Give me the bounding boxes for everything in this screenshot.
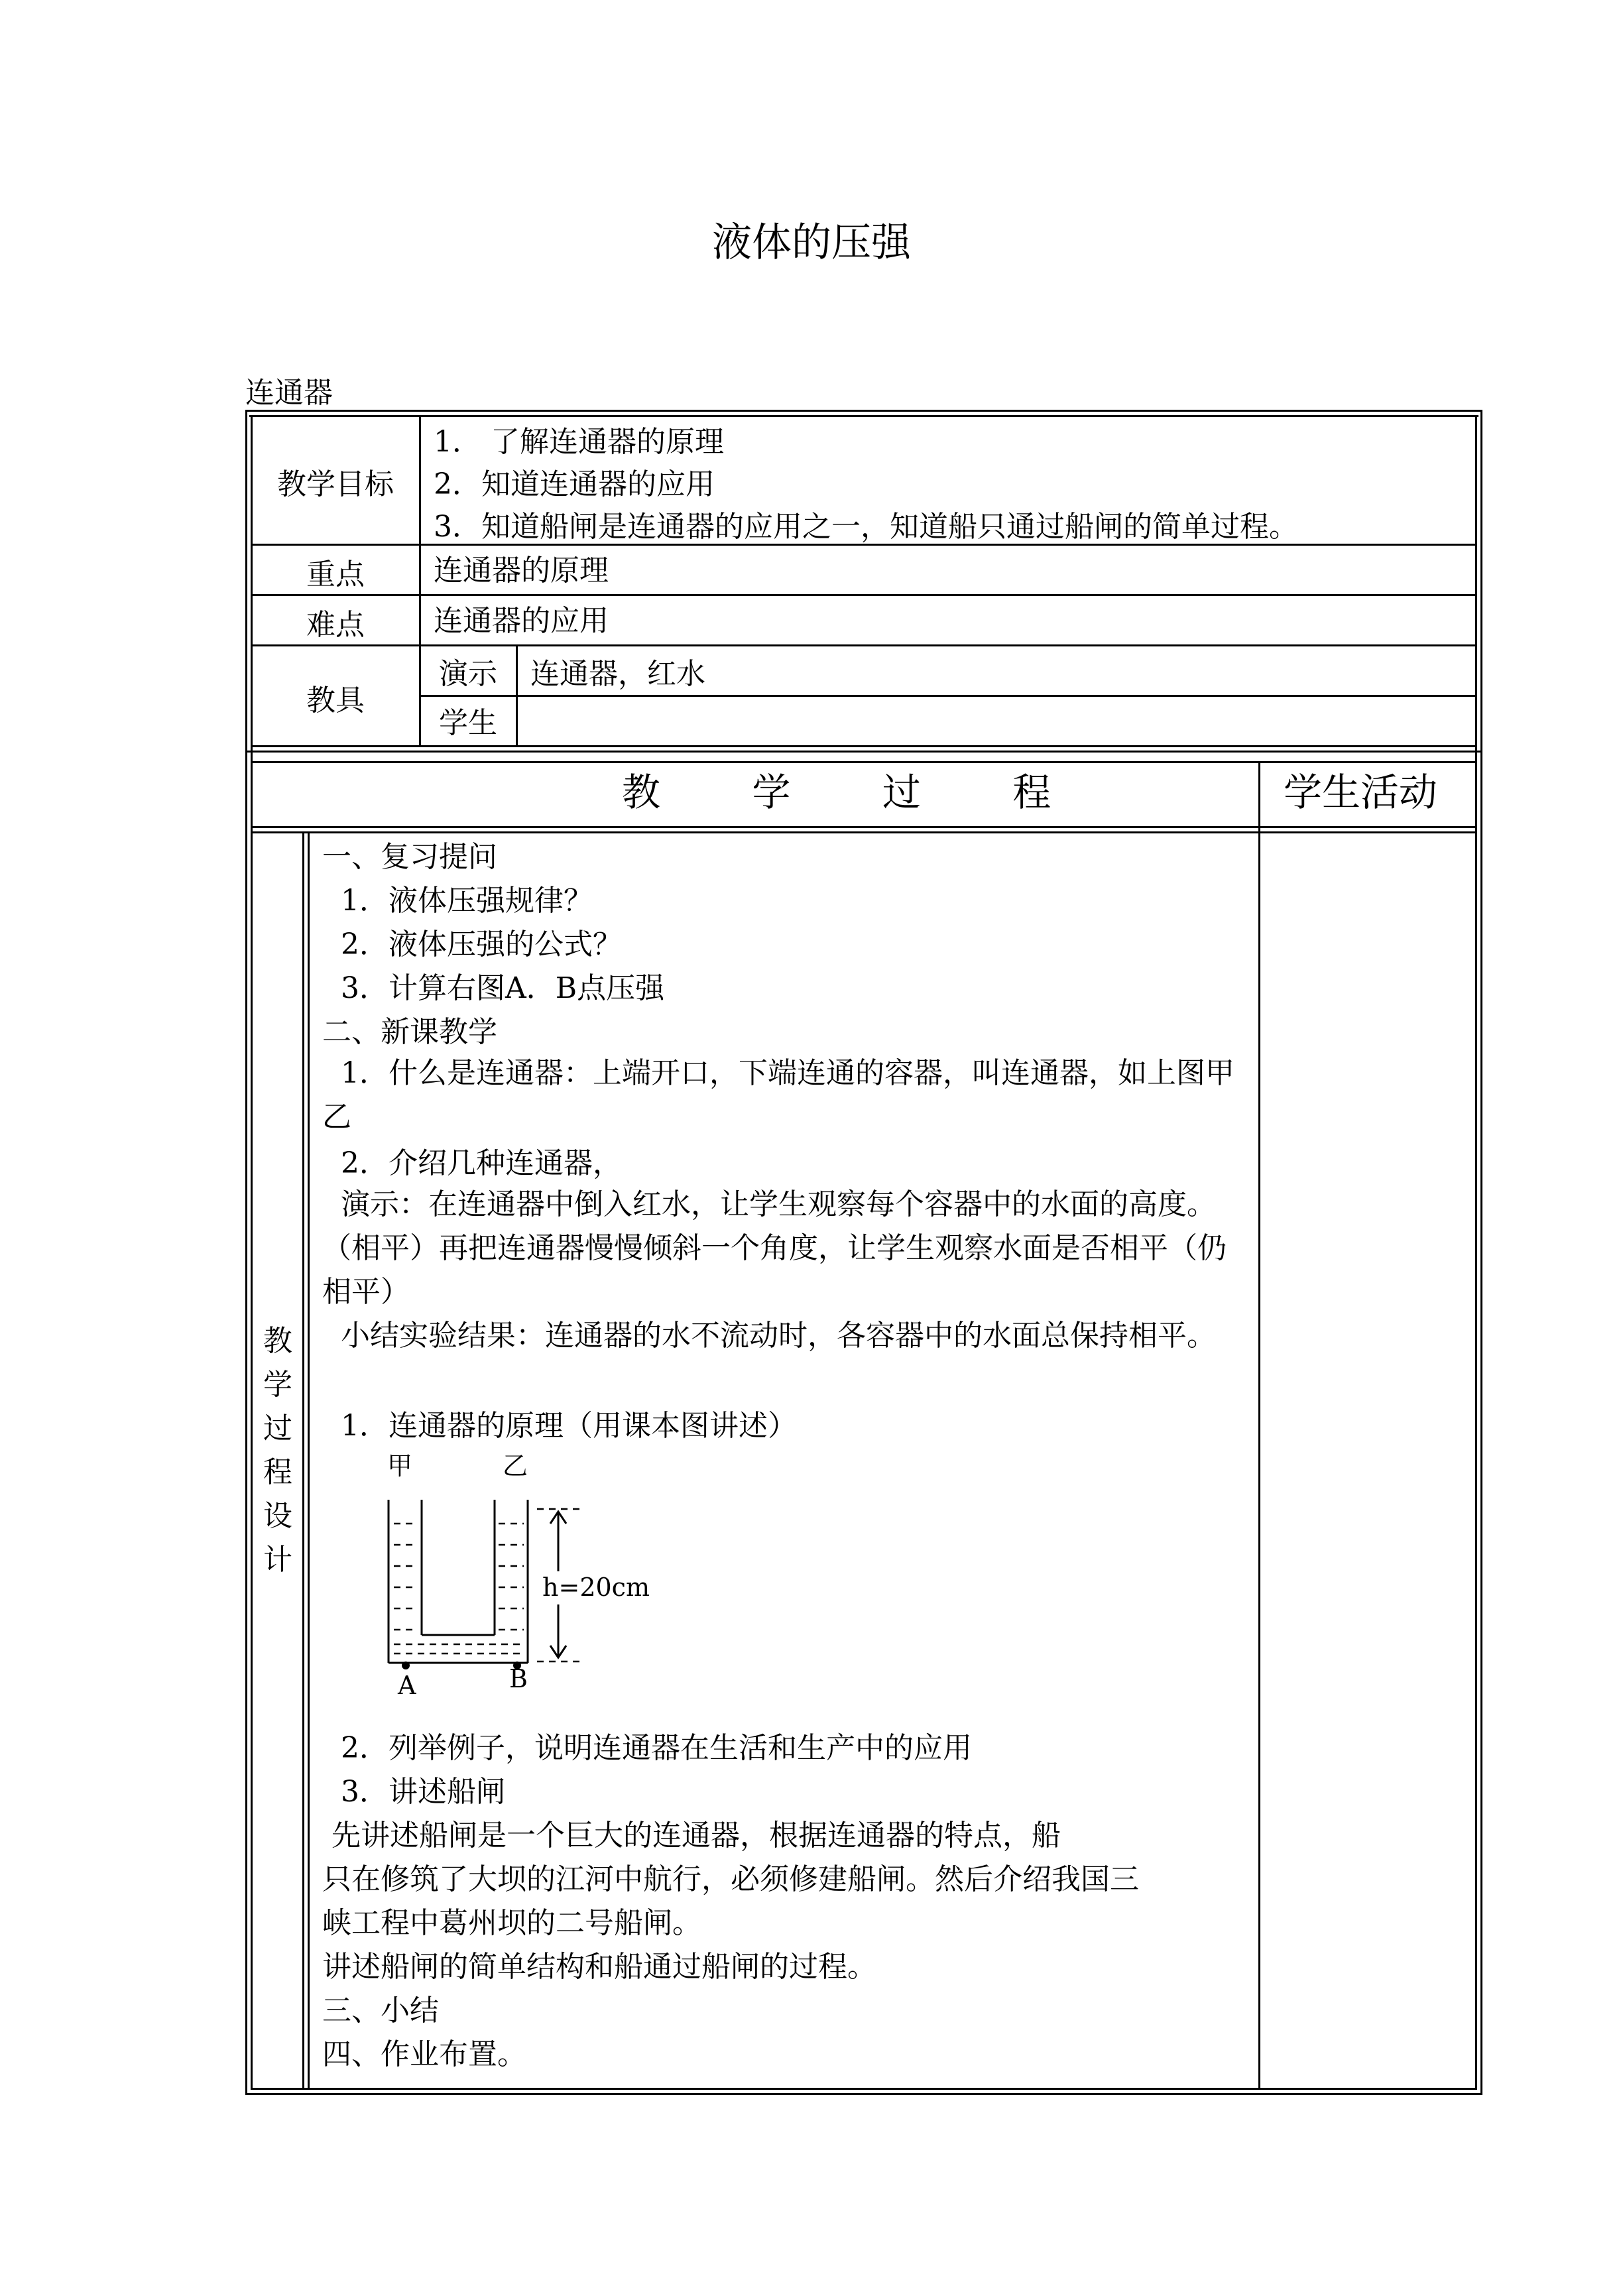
key-value: 连通器的原理: [434, 554, 609, 587]
content-line: 一、复习提问: [322, 840, 497, 874]
content-line: 四、作业布置。: [322, 2037, 526, 2071]
vessel-label-right: 乙: [503, 1451, 528, 1480]
content-paragraph: 1．什么是连通器：上端开口，下端连通的容器，叫连通器，如上图甲乙: [322, 1056, 1234, 1134]
point-a-label: A: [398, 1671, 416, 1700]
side-label-char: 教: [263, 1324, 292, 1358]
objective-item: 3．知道船闸是连通器的应用之一，知道船只通过船闸的简单过程。: [434, 510, 1298, 544]
content-line: 3．计算右图A．B点压强: [322, 971, 665, 1005]
connected-vessel-figure: [371, 1445, 676, 1711]
content-line: 只在修筑了大坝的江河中航行，必须修建船闸。然后介绍我国三: [322, 1862, 1139, 1896]
side-label-char: 程: [263, 1455, 292, 1489]
point-b-label: B: [509, 1664, 528, 1693]
objective-item: 2．知道连通器的应用: [434, 467, 715, 501]
content-line: 1．连通器的原理（用课本图讲述）: [322, 1409, 797, 1443]
objectives-label: 教学目标: [277, 467, 394, 501]
student-label: 学生: [439, 706, 497, 740]
section-subtitle: 连通器: [245, 376, 333, 410]
demo-label: 演示: [439, 657, 497, 691]
content-line: 三、小结: [322, 1994, 439, 2027]
height-label: h=20cm: [542, 1573, 650, 1602]
vessel-label-left: 甲: [387, 1451, 413, 1480]
side-label-char: 过: [263, 1412, 292, 1445]
key-label: 重点: [306, 558, 365, 591]
side-label: [253, 1319, 302, 1582]
tools-label: 教具: [306, 684, 365, 717]
side-label-char: 设: [263, 1499, 292, 1533]
objective-item: 1． 了解连通器的原理: [434, 425, 724, 459]
difficulty-value: 连通器的应用: [434, 604, 609, 638]
content-line: 讲述船闸的简单结构和船通过船闸的过程。: [322, 1950, 876, 1984]
page-title: 液体的压强: [712, 219, 911, 266]
content-paragraph: 小结实验结果：连通器的水不流动时，各容器中的水面总保持相平。: [322, 1319, 1216, 1353]
content-line: 1．液体压强规律？: [322, 884, 593, 918]
demo-value: 连通器，红水: [530, 657, 705, 691]
difficulty-label: 难点: [306, 608, 365, 642]
content-line: 3．讲述船闸: [322, 1775, 505, 1809]
content-line: 2．液体压强的公式？: [322, 928, 622, 961]
activity-header: 学生活动: [1284, 770, 1438, 815]
content-line: 2．列举例子，说明连通器在生活和生产中的应用: [322, 1731, 972, 1765]
process-header: 教 学 过 程: [622, 770, 1091, 815]
content-line: 2．介绍几种连通器，: [322, 1146, 622, 1180]
content-line: 先讲述船闸是一个巨大的连通器，根据连通器的特点，船: [322, 1819, 1061, 1852]
content-line: 峡工程中葛州坝的二号船闸。: [322, 1906, 701, 1940]
content-line: 二、新课教学: [322, 1015, 497, 1049]
side-label-char: 学: [263, 1368, 292, 1402]
side-label-char: 计: [263, 1543, 292, 1577]
content-paragraph: 演示：在连通器中倒入红水，让学生观察每个容器中的水面的高度。（相平）再把连通器慢慢倾斜一个角度，让学生观察水面是否相平（仍相平）: [322, 1187, 1227, 1309]
